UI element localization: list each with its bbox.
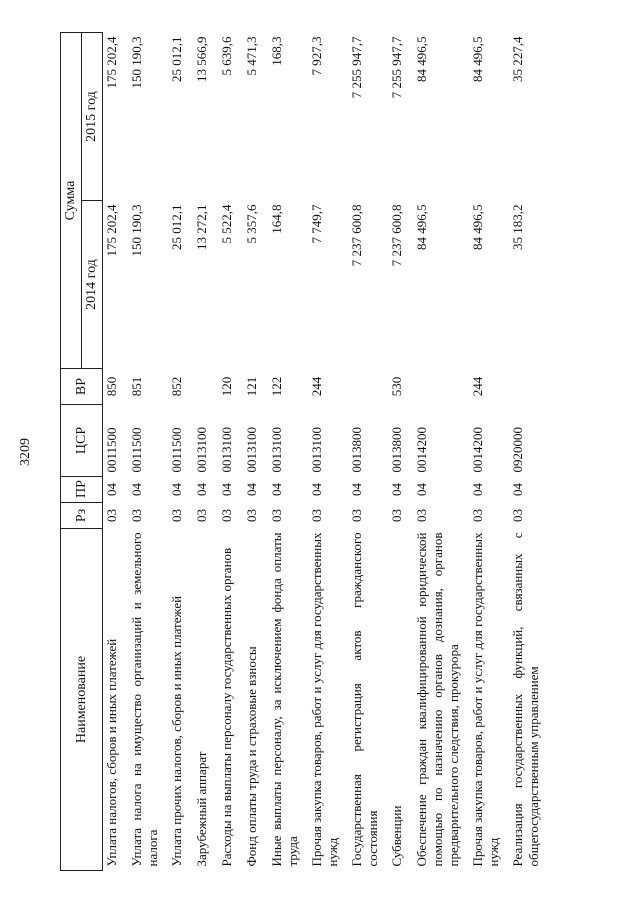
row-csr: 0013800 — [388, 427, 404, 473]
row-sum-2015: 84 496,5 — [413, 36, 429, 82]
row-pr: 04 — [308, 483, 324, 496]
row-sum-2015: 7 255 947,7 — [348, 36, 364, 99]
header-name: Наименование — [61, 529, 103, 871]
budget-table — [60, 32, 549, 871]
row-pr: 04 — [469, 483, 485, 496]
row-name: Обеспечение граждан квалифицированной юридической помощью по назначению органов дознания, органов предварительного следствия, прокурора — [413, 532, 461, 867]
row-sum-2015: 5 639,6 — [218, 36, 234, 76]
row-csr: 0014200 — [469, 427, 485, 473]
row-sum-2014: 7 749,7 — [308, 204, 324, 244]
table-row — [348, 33, 388, 871]
row-vr: 244 — [308, 376, 324, 397]
row-vr: 120 — [218, 376, 234, 397]
row-csr: 0013100 — [243, 427, 259, 473]
row-sum-2014: 84 496,5 — [413, 204, 429, 250]
row-sum-2015: 168,3 — [268, 36, 284, 66]
row-name: Реализация государственных функций, связанных с общегосударственным управлением — [509, 532, 541, 867]
table-row — [218, 33, 243, 871]
row-rz: 03 — [268, 509, 284, 522]
row-rz: 03 — [308, 509, 324, 522]
header-2015: 2015 год — [82, 33, 103, 201]
row-sum-2014: 5 522,4 — [218, 204, 234, 244]
row-name: Иные выплаты персоналу, за исключением фонда оплаты труда — [268, 532, 300, 867]
row-csr: 0011500 — [104, 427, 119, 473]
row-name: Субвенции — [388, 805, 404, 867]
row-vr: 244 — [469, 376, 485, 397]
header-2014: 2014 год — [82, 201, 103, 369]
row-rz: 03 — [348, 509, 364, 522]
row-sum-2014: 84 496,5 — [469, 204, 485, 250]
row-csr: 0920000 — [509, 427, 525, 473]
row-rz: 03 — [413, 509, 429, 522]
row-csr: 0011500 — [128, 427, 144, 473]
table-row — [308, 33, 348, 871]
row-sum-2015: 5 471,3 — [243, 36, 259, 76]
row-rz: 03 — [168, 509, 184, 522]
row-csr: 0013100 — [268, 427, 284, 473]
table-header — [61, 33, 103, 871]
row-name: Государственная регистрация актов гражданского состояния — [348, 532, 380, 867]
row-name: Уплата налогов, сборов и иных платежей — [104, 638, 119, 867]
row-pr: 04 — [243, 483, 259, 496]
row-csr: 0013800 — [348, 427, 364, 473]
row-name: Фонд оплаты труда и страховые взносы — [243, 646, 259, 867]
row-pr: 04 — [218, 483, 234, 496]
table-row — [509, 33, 549, 871]
row-name: Прочая закупка товаров, работ и услуг для государственных нужд — [469, 532, 501, 867]
row-pr: 04 — [348, 483, 364, 496]
row-sum-2015: 84 496,5 — [469, 36, 485, 82]
header-sum: Сумма — [61, 33, 82, 369]
table-body — [103, 33, 549, 871]
row-pr: 04 — [268, 483, 284, 496]
row-pr: 04 — [128, 483, 144, 496]
table-row — [103, 33, 128, 871]
row-pr: 04 — [193, 483, 209, 496]
row-sum-2015: 7 927,3 — [308, 36, 324, 76]
table-row — [168, 33, 193, 871]
row-sum-2014: 35 183,2 — [509, 204, 525, 250]
row-pr: 04 — [104, 483, 119, 496]
row-sum-2014: 7 237 600,8 — [348, 204, 364, 267]
row-sum-2014: 150 190,3 — [128, 204, 144, 257]
row-sum-2015: 175 202,4 — [104, 36, 119, 89]
row-pr: 04 — [388, 483, 404, 496]
row-vr: 852 — [168, 376, 184, 397]
row-rz: 03 — [128, 509, 144, 522]
row-vr: 122 — [268, 376, 284, 397]
row-csr: 0014200 — [413, 427, 429, 473]
row-pr: 04 — [413, 483, 429, 496]
row-vr: 850 — [104, 376, 119, 397]
row-pr: 04 — [168, 483, 184, 496]
row-csr: 0011500 — [168, 427, 184, 473]
header-pr: ПР — [61, 477, 103, 503]
row-sum-2015: 7 255 947,7 — [388, 36, 404, 99]
table-row — [268, 33, 308, 871]
table-row — [193, 33, 218, 871]
row-rz: 03 — [243, 509, 259, 522]
row-sum-2014: 5 357,6 — [243, 204, 259, 244]
row-pr: 04 — [509, 483, 525, 496]
row-name: Зарубежный аппарат — [193, 751, 209, 867]
row-rz: 03 — [104, 509, 119, 522]
row-vr — [413, 369, 469, 405]
row-rz: 03 — [388, 509, 404, 522]
row-csr: 0013100 — [193, 427, 209, 473]
row-name: Прочая закупка товаров, работ и услуг для государственных нужд — [308, 532, 340, 867]
row-vr: 530 — [388, 376, 404, 397]
row-sum-2014: 175 202,4 — [104, 204, 119, 257]
row-vr — [509, 369, 549, 405]
table-row — [413, 33, 469, 871]
row-sum-2014: 164,8 — [268, 204, 284, 234]
row-vr — [348, 369, 388, 405]
row-vr — [193, 369, 218, 405]
table-row — [243, 33, 268, 871]
row-name: Расходы на выплаты персоналу государственных органов — [218, 547, 234, 867]
row-csr: 0013100 — [218, 427, 234, 473]
header-vr: ВР — [61, 369, 103, 405]
row-vr: 851 — [128, 376, 144, 397]
table-row — [128, 33, 168, 871]
row-rz: 03 — [509, 509, 525, 522]
table-row — [388, 33, 413, 871]
page-number: 3209 — [18, 438, 33, 466]
row-rz: 03 — [469, 509, 485, 522]
row-name: Уплата налога на имущество организаций и земельного налога — [128, 532, 160, 867]
row-name: Уплата прочих налогов, сборов и иных платежей — [168, 595, 184, 867]
row-sum-2014: 25 012,1 — [168, 204, 184, 250]
row-sum-2015: 13 566,9 — [193, 36, 209, 82]
row-sum-2015: 25 012,1 — [168, 36, 184, 82]
row-vr: 121 — [243, 376, 259, 397]
row-rz: 03 — [193, 509, 209, 522]
row-csr: 0013100 — [308, 427, 324, 473]
row-sum-2015: 150 190,3 — [128, 36, 144, 89]
header-rz: Рз — [61, 503, 103, 529]
row-sum-2014: 7 237 600,8 — [388, 204, 404, 267]
row-sum-2015: 35 227,4 — [509, 36, 525, 82]
table-row — [469, 33, 509, 871]
header-csr: ЦСР — [61, 405, 103, 477]
row-sum-2014: 13 272,1 — [193, 204, 209, 250]
row-rz: 03 — [218, 509, 234, 522]
